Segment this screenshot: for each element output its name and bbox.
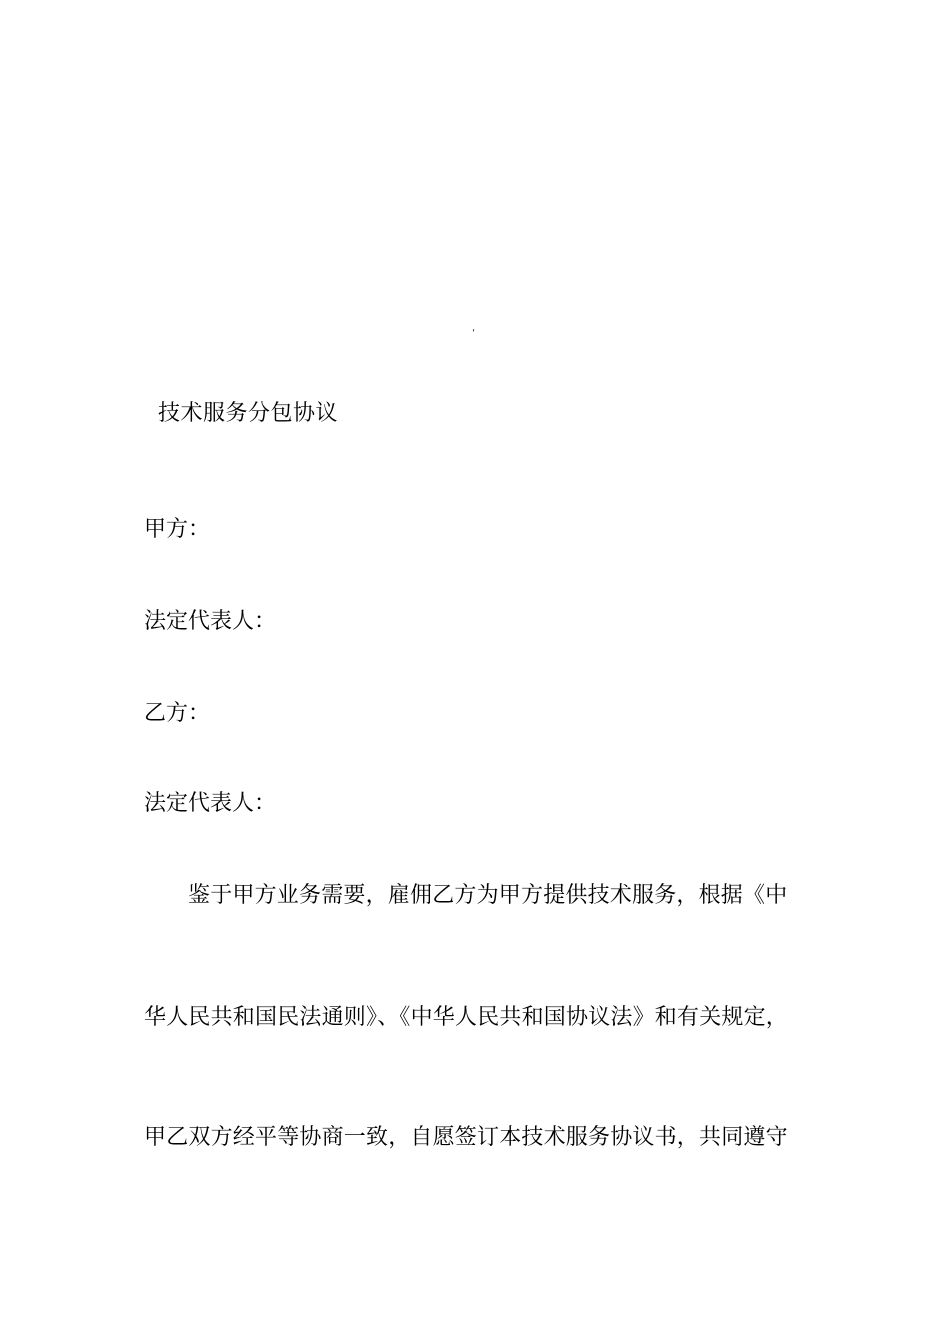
preamble-line: 甲乙双方经平等协商一致，自愿签订本技术服务协议书，共同遵守 (144, 1125, 788, 1150)
party-b-representative-label: 法定代表人： (144, 791, 277, 816)
document-title: 技术服务分包协议 (158, 401, 339, 426)
preamble-line: 鉴于甲方业务需要，雇佣乙方为甲方提供技术服务，根据《中 (188, 883, 788, 908)
party-a-representative-label: 法定代表人： (144, 609, 277, 634)
party-b-label: 乙方： (144, 701, 211, 726)
top-mark: ‘ (472, 328, 476, 339)
preamble-line: 华人民共和国民法通则》、《中华人民共和国协议法》和有关规定， (144, 1005, 789, 1030)
party-a-label: 甲方： (144, 517, 211, 542)
